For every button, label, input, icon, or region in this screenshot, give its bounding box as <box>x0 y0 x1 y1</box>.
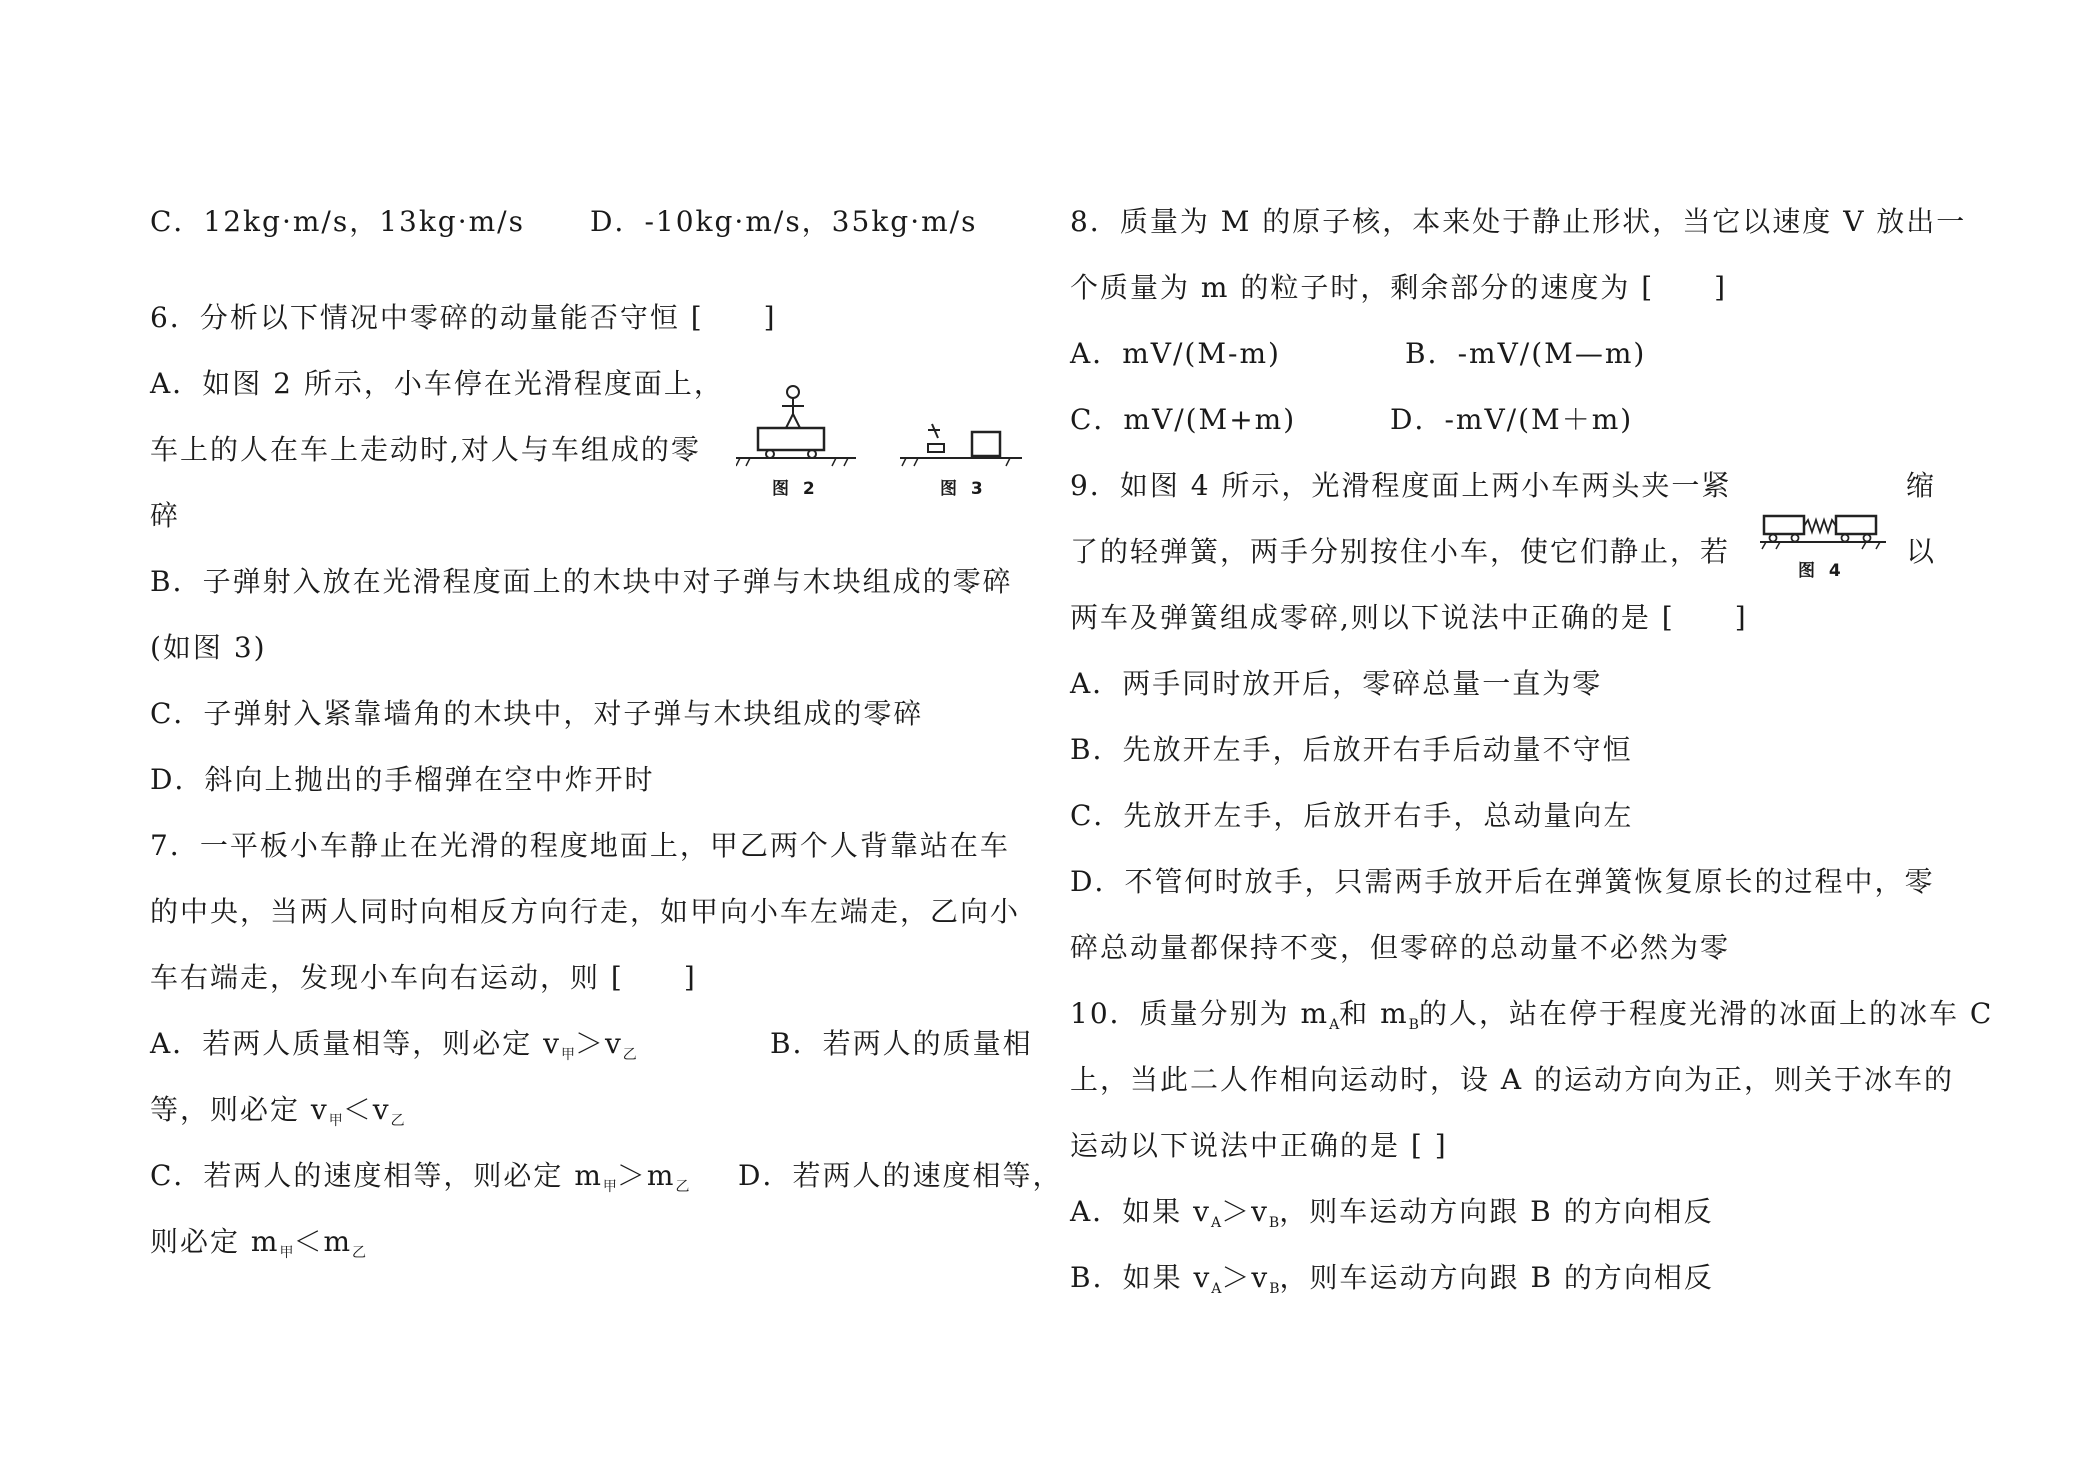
q7-stem-line3: 车右端走，发现小车向右运动，则 [ ] <box>150 961 697 994</box>
q5-option-c: C．12kg·m/s，13kg·m/s <box>150 205 525 238</box>
q9-stem-line2: 了的轻弹簧，两手分别按住小车，使它们静止，若 <box>1070 535 1731 568</box>
q7-stem-line2: 的中央，当两人同时向相反方向行走，如甲向小车左端走，乙向小 <box>150 895 1021 928</box>
figure-3-bullet-block <box>900 420 1030 468</box>
q9-option-c: C．先放开左手，后放开右手，总动量向左 <box>1070 799 1634 832</box>
q7-option-d-line2: 则必定 $m_甲<m_乙$ <box>150 1225 367 1261</box>
figure-3-caption: 图 3 <box>940 479 987 499</box>
q6-option-b-line1: B．子弹射入放在光滑程度面上的木块中对子弹与木块组成的零碎 <box>150 565 1013 598</box>
q8-option-c: C．mV/(M+m) <box>1070 403 1297 436</box>
figure-2-caption: 图 2 <box>772 479 819 499</box>
q7-option-b-line1: B．若两人的质量相 <box>770 1027 1033 1060</box>
q8-option-b: B．-mV/(M—m) <box>1405 337 1647 370</box>
q6-option-a-line2: 车上的人在车上走动时,对人与车组成的零 <box>150 433 701 466</box>
q9-option-d-line1: D．不管何时放手，只需两手放开后在弹簧恢复原长的过程中，零 <box>1070 865 1935 898</box>
figure-4-caption: 图 4 <box>1798 561 1845 581</box>
figure-2-cart-with-person <box>736 384 866 468</box>
q5-option-d: D．-10kg·m/s，35kg·m/s <box>590 205 978 238</box>
q10-stem-line2: 上，当此二人作相向运动时，设 A 的运动方向为正，则关于冰车的 <box>1070 1063 1955 1096</box>
q10-stem-line1: 10．质量分别为 $m_A$和 $m_B$的人，站在停于程度光滑的冰面上的冰车 C <box>1070 997 1994 1033</box>
q9-stem-line2-tail: 以 <box>1906 535 1937 568</box>
q9-stem-line1: 9．如图 4 所示，光滑程度面上两小车两头夹一紧 <box>1070 469 1732 502</box>
q8-stem-line2: 个质量为 m 的粒子时，剩余部分的速度为 [ ] <box>1070 271 1728 304</box>
q9-option-b: B．先放开左手，后放开右手后动量不守恒 <box>1070 733 1633 766</box>
q7-option-d-line1: D．若两人的速度相等， <box>738 1159 1063 1192</box>
q7-option-c: C．若两人的速度相等，则必定 $m_甲>m_乙$ <box>150 1159 690 1195</box>
q9-stem-line1-tail: 缩 <box>1906 469 1937 502</box>
q8-option-d: D．-mV/(M＋m) <box>1390 403 1634 436</box>
q10-option-b: B．如果 $v_A>v_B$，则车运动方向跟 B 的方向相反 <box>1070 1261 1714 1297</box>
q8-stem-line1: 8．质量为 M 的原子核，本来处于静止形状，当它以速度 V 放出一 <box>1070 205 1967 238</box>
q9-option-a: A．两手同时放开后，零碎总量一直为零 <box>1070 667 1603 700</box>
q6-option-a-line1: A．如图 2 所示，小车停在光滑程度面上， <box>150 367 724 400</box>
q9-stem-line3: 两车及弹簧组成零碎,则以下说法中正确的是 [ ] <box>1070 601 1748 634</box>
figure-4-carts-with-spring <box>1760 506 1890 550</box>
q8-option-a: A．mV/(M-m) <box>1070 337 1281 370</box>
q9-option-d-line2: 碎总动量都保持不变，但零碎的总动量不必然为零 <box>1070 931 1731 964</box>
q7-option-b-line2: 等，则必定 $v_甲<v_乙$ <box>150 1093 405 1129</box>
q6-stem: 6．分析以下情况中零碎的动量能否守恒 [ ] <box>150 301 777 334</box>
q6-option-c: C．子弹射入紧靠墙角的木块中，对子弹与木块组成的零碎 <box>150 697 924 730</box>
q7-stem-line1: 7．一平板小车静止在光滑的程度地面上，甲乙两个人背靠站在车 <box>150 829 1010 862</box>
q6-option-b-line2: (如图 3) <box>150 631 267 664</box>
q6-option-d: D．斜向上抛出的手榴弹在空中炸开时 <box>150 763 655 796</box>
q10-option-a: A．如果 $v_A>v_B$，则车运动方向跟 B 的方向相反 <box>1070 1195 1714 1231</box>
q10-stem-line3: 运动以下说法中正确的是 [ ] <box>1070 1129 1448 1162</box>
q6-option-a-line3: 碎 <box>150 499 181 532</box>
q7-option-a: A．若两人质量相等，则必定 $v_甲>v_乙$ <box>150 1027 637 1063</box>
